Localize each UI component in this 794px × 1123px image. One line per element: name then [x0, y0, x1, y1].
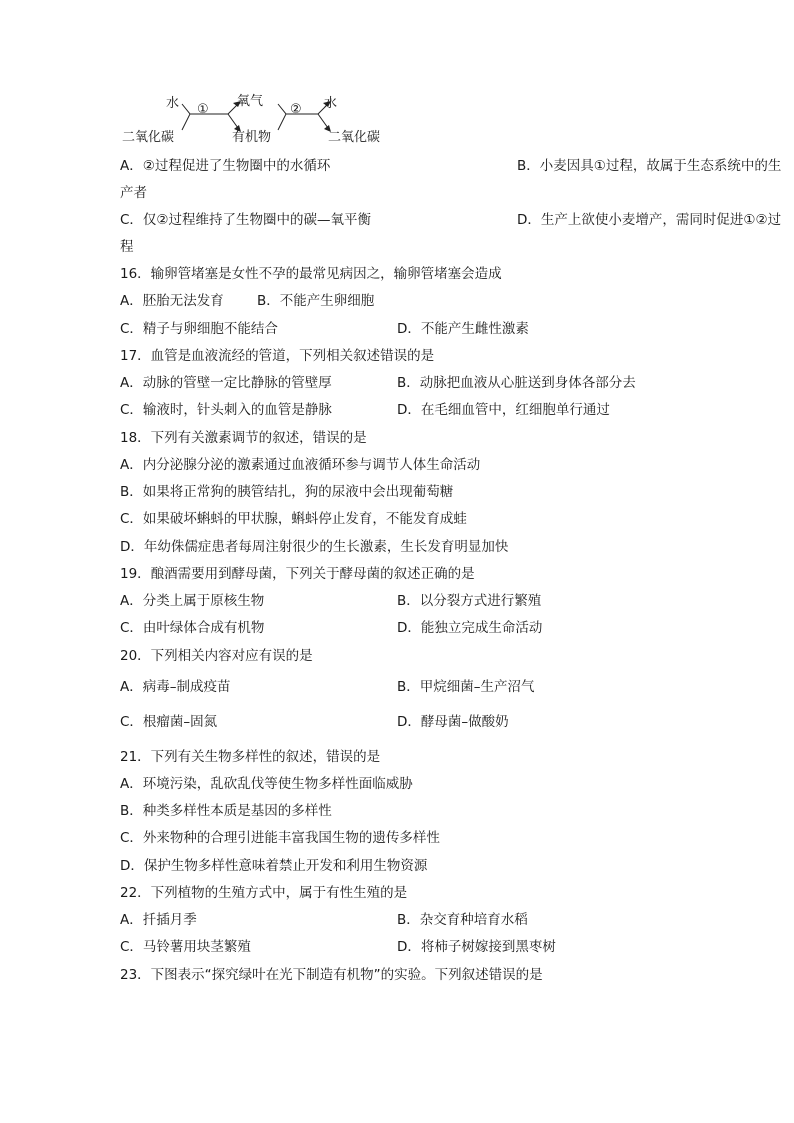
- q17-option-row-1: [120, 374, 636, 392]
- q16-option-a: A．胚胎无法发育: [120, 293, 224, 309]
- q16-stem: 16．输卵管堵塞是女性不孕的最常见病因之，输卵管堵塞会造成: [120, 266, 502, 282]
- q18-option-c: C．如果破坏蝌蚪的甲状腺，蝌蚪停止发育，不能发育成蛙: [120, 511, 467, 527]
- q20-option-row-1: [120, 678, 535, 696]
- q22-option-a: A．扦插月季: [120, 912, 197, 928]
- q20-stem: 20．下列相关内容对应有误的是: [120, 648, 313, 664]
- q20-option-c: C．根瘤菌–固氮: [120, 714, 218, 730]
- q17-option-c: C．输液时，针头刺入的血管是静脉: [120, 402, 332, 418]
- q22-stem: 22．下列植物的生殖方式中，属于有性生殖的是: [120, 885, 408, 901]
- q16-option-row-1: [120, 292, 375, 310]
- q19-stem: 19．酿酒需要用到酵母菌，下列关于酵母菌的叙述正确的是: [120, 566, 475, 582]
- q21-option-b: B．种类多样性本质是基因的多样性: [120, 803, 332, 819]
- oxygen-label: 氧气: [237, 94, 264, 109]
- q17-option-a: A．动脉的管壁一定比静脉的管壁厚: [120, 375, 332, 391]
- q21-option-d: D．保护生物多样性意味着禁止开发和利用生物资源: [120, 858, 428, 874]
- q20-option-b: B．甲烷细菌–生产沼气: [397, 679, 535, 695]
- process-2-label: ②: [290, 102, 302, 117]
- q20-option-a: A．病毒–制成疫苗: [120, 679, 231, 695]
- q22-option-row-1: [120, 911, 528, 929]
- water-output-label: 水: [324, 96, 338, 111]
- q15-option-d-continued: 程: [120, 239, 134, 255]
- q15-option-a: A．②过程促进了生物圈中的水循环: [120, 158, 331, 174]
- q19-option-d: D．能独立完成生命活动: [397, 620, 543, 636]
- q15-option-c: C．仅②过程维持了生物圈中的碳—氧平衡: [120, 212, 372, 228]
- q23-stem: 23．下图表示“探究绿叶在光下制造有机物”的实验。下列叙述错误的是: [120, 967, 543, 983]
- q19-option-b: B．以分裂方式进行繁殖: [397, 593, 542, 609]
- q18-option-a: A．内分泌腺分泌的激素通过血液循环参与调节人体生命活动: [120, 457, 481, 473]
- q17-stem: 17．血管是血液流经的管道，下列相关叙述错误的是: [120, 348, 435, 364]
- co2-input-label: 二氧化碳: [122, 130, 175, 145]
- q22-option-c: C．马铃薯用块茎繁殖: [120, 939, 251, 955]
- q19-option-a: A．分类上属于原核生物: [120, 593, 265, 609]
- q16-option-d: D．不能产生雌性激素: [397, 321, 529, 337]
- q18-option-b: B．如果将正常狗的胰管结扎，狗的尿液中会出现葡萄糖: [120, 484, 454, 500]
- q15-option-b-continued: 产者: [120, 185, 147, 201]
- q18-stem: 18．下列有关激素调节的叙述，错误的是: [120, 430, 367, 446]
- q21-option-c: C．外来物种的合理引进能丰富我国生物的遗传多样性: [120, 830, 440, 846]
- q20-option-row-2: [120, 713, 509, 731]
- q15-option-row-1: [120, 157, 782, 175]
- q16-option-c: C．精子与卵细胞不能结合: [120, 321, 278, 337]
- water-input-label: 水: [166, 96, 180, 111]
- q22-option-d: D．将柿子树嫁接到黑枣树: [397, 939, 556, 955]
- process-1-label: ①: [197, 102, 209, 117]
- q19-option-c: C．由叶绿体合成有机物: [120, 620, 265, 636]
- q22-option-row-2: [120, 938, 556, 956]
- q22-option-b: B．杂交育种培育水稻: [397, 912, 528, 928]
- q16-option-row-2: [120, 320, 529, 338]
- q18-option-d: D．年幼侏儒症患者每周注射很少的生长激素，生长发育明显加快: [120, 539, 509, 555]
- q15-option-d: D．生产上欲使小麦增产，需同时促进①②过: [517, 212, 782, 228]
- q19-option-row-1: [120, 592, 542, 610]
- organic-matter-label: 有机物: [232, 130, 272, 145]
- q21-option-a: A．环境污染，乱砍乱伐等使生物多样性面临威胁: [120, 776, 413, 792]
- q19-option-row-2: [120, 619, 543, 637]
- q17-option-row-2: [120, 401, 610, 419]
- process-diagram: [110, 92, 400, 152]
- q15-option-row-2: [120, 211, 782, 229]
- q21-stem: 21．下列有关生物多样性的叙述，错误的是: [120, 749, 381, 765]
- q17-option-b: B．动脉把血液从心脏送到身体各部分去: [397, 375, 636, 391]
- q20-option-d: D．酵母菌–做酸奶: [397, 714, 509, 730]
- q16-option-b: B．不能产生卵细胞: [257, 293, 375, 309]
- q15-option-b: B．小麦因具①过程，故属于生态系统中的生: [517, 158, 782, 174]
- co2-output-label: 二氧化碳: [328, 130, 381, 145]
- q17-option-d: D．在毛细血管中，红细胞单行通过: [397, 402, 610, 418]
